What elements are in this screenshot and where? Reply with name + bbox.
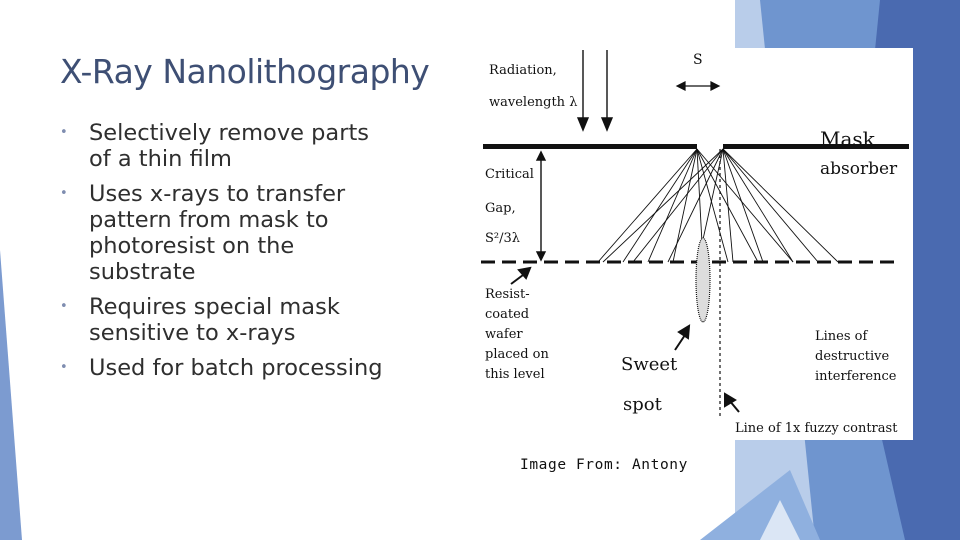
bullet-list bbox=[60, 120, 390, 390]
mask-right bbox=[723, 144, 909, 149]
mask-label: Mask bbox=[820, 127, 875, 151]
bullet-text: Used for batch processing bbox=[89, 355, 383, 381]
wavelength-label: wavelength λ bbox=[489, 95, 578, 110]
mask-left bbox=[483, 144, 697, 149]
fuzzy-contrast-arrow bbox=[725, 394, 739, 412]
diffraction-rays bbox=[598, 149, 838, 262]
left-accent-stripe bbox=[0, 250, 22, 540]
bullet-icon: • bbox=[60, 125, 68, 140]
s-label: S bbox=[693, 52, 703, 68]
resist-label-2: coated bbox=[485, 307, 530, 322]
xray-diffraction-diagram bbox=[473, 48, 913, 440]
bullet-item bbox=[60, 120, 390, 172]
gap-formula: S²/3λ bbox=[485, 231, 521, 246]
bullet-item bbox=[60, 355, 390, 381]
absorber-label: absorber bbox=[820, 159, 898, 179]
resist-pointer-arrow bbox=[511, 268, 530, 284]
interference-label-2: destructive bbox=[815, 349, 890, 364]
gap-label: Gap, bbox=[485, 201, 516, 216]
bullet-item bbox=[60, 294, 390, 346]
interference-label-3: interference bbox=[815, 369, 897, 384]
bullet-icon: • bbox=[60, 360, 68, 375]
slide-title: X-Ray Nanolithography bbox=[60, 52, 430, 91]
radiation-label: Radiation, bbox=[489, 63, 557, 78]
resist-label-5: this level bbox=[485, 367, 545, 382]
image-caption: Image From: Antony bbox=[520, 457, 688, 473]
bullet-text: Uses x-rays to transfer pattern from mask to photoresist on the substrate bbox=[89, 181, 346, 285]
bullet-icon: • bbox=[60, 299, 68, 314]
sweet-spot-region bbox=[696, 238, 710, 322]
resist-label-1: Resist- bbox=[485, 287, 530, 302]
sweet-spot-arrow bbox=[675, 326, 689, 350]
fuzzy-contrast-label: Line of 1x fuzzy contrast bbox=[735, 421, 898, 436]
s-dimension-arrow bbox=[677, 82, 719, 90]
bullet-item bbox=[60, 181, 390, 285]
critical-label: Critical bbox=[485, 167, 534, 182]
resist-label-3: wafer bbox=[485, 327, 523, 342]
bullet-text: Requires special mask sensitive to x-rays bbox=[89, 294, 340, 346]
gap-dimension-arrow bbox=[537, 152, 545, 260]
interference-label-1: Lines of bbox=[815, 329, 868, 344]
spot-label: spot bbox=[623, 394, 662, 415]
bullet-text: Selectively remove parts of a thin film bbox=[89, 120, 369, 172]
sweet-label: Sweet bbox=[621, 354, 678, 375]
radiation-arrows bbox=[578, 50, 612, 130]
resist-label-4: placed on bbox=[485, 347, 549, 362]
bullet-icon: • bbox=[60, 186, 68, 201]
